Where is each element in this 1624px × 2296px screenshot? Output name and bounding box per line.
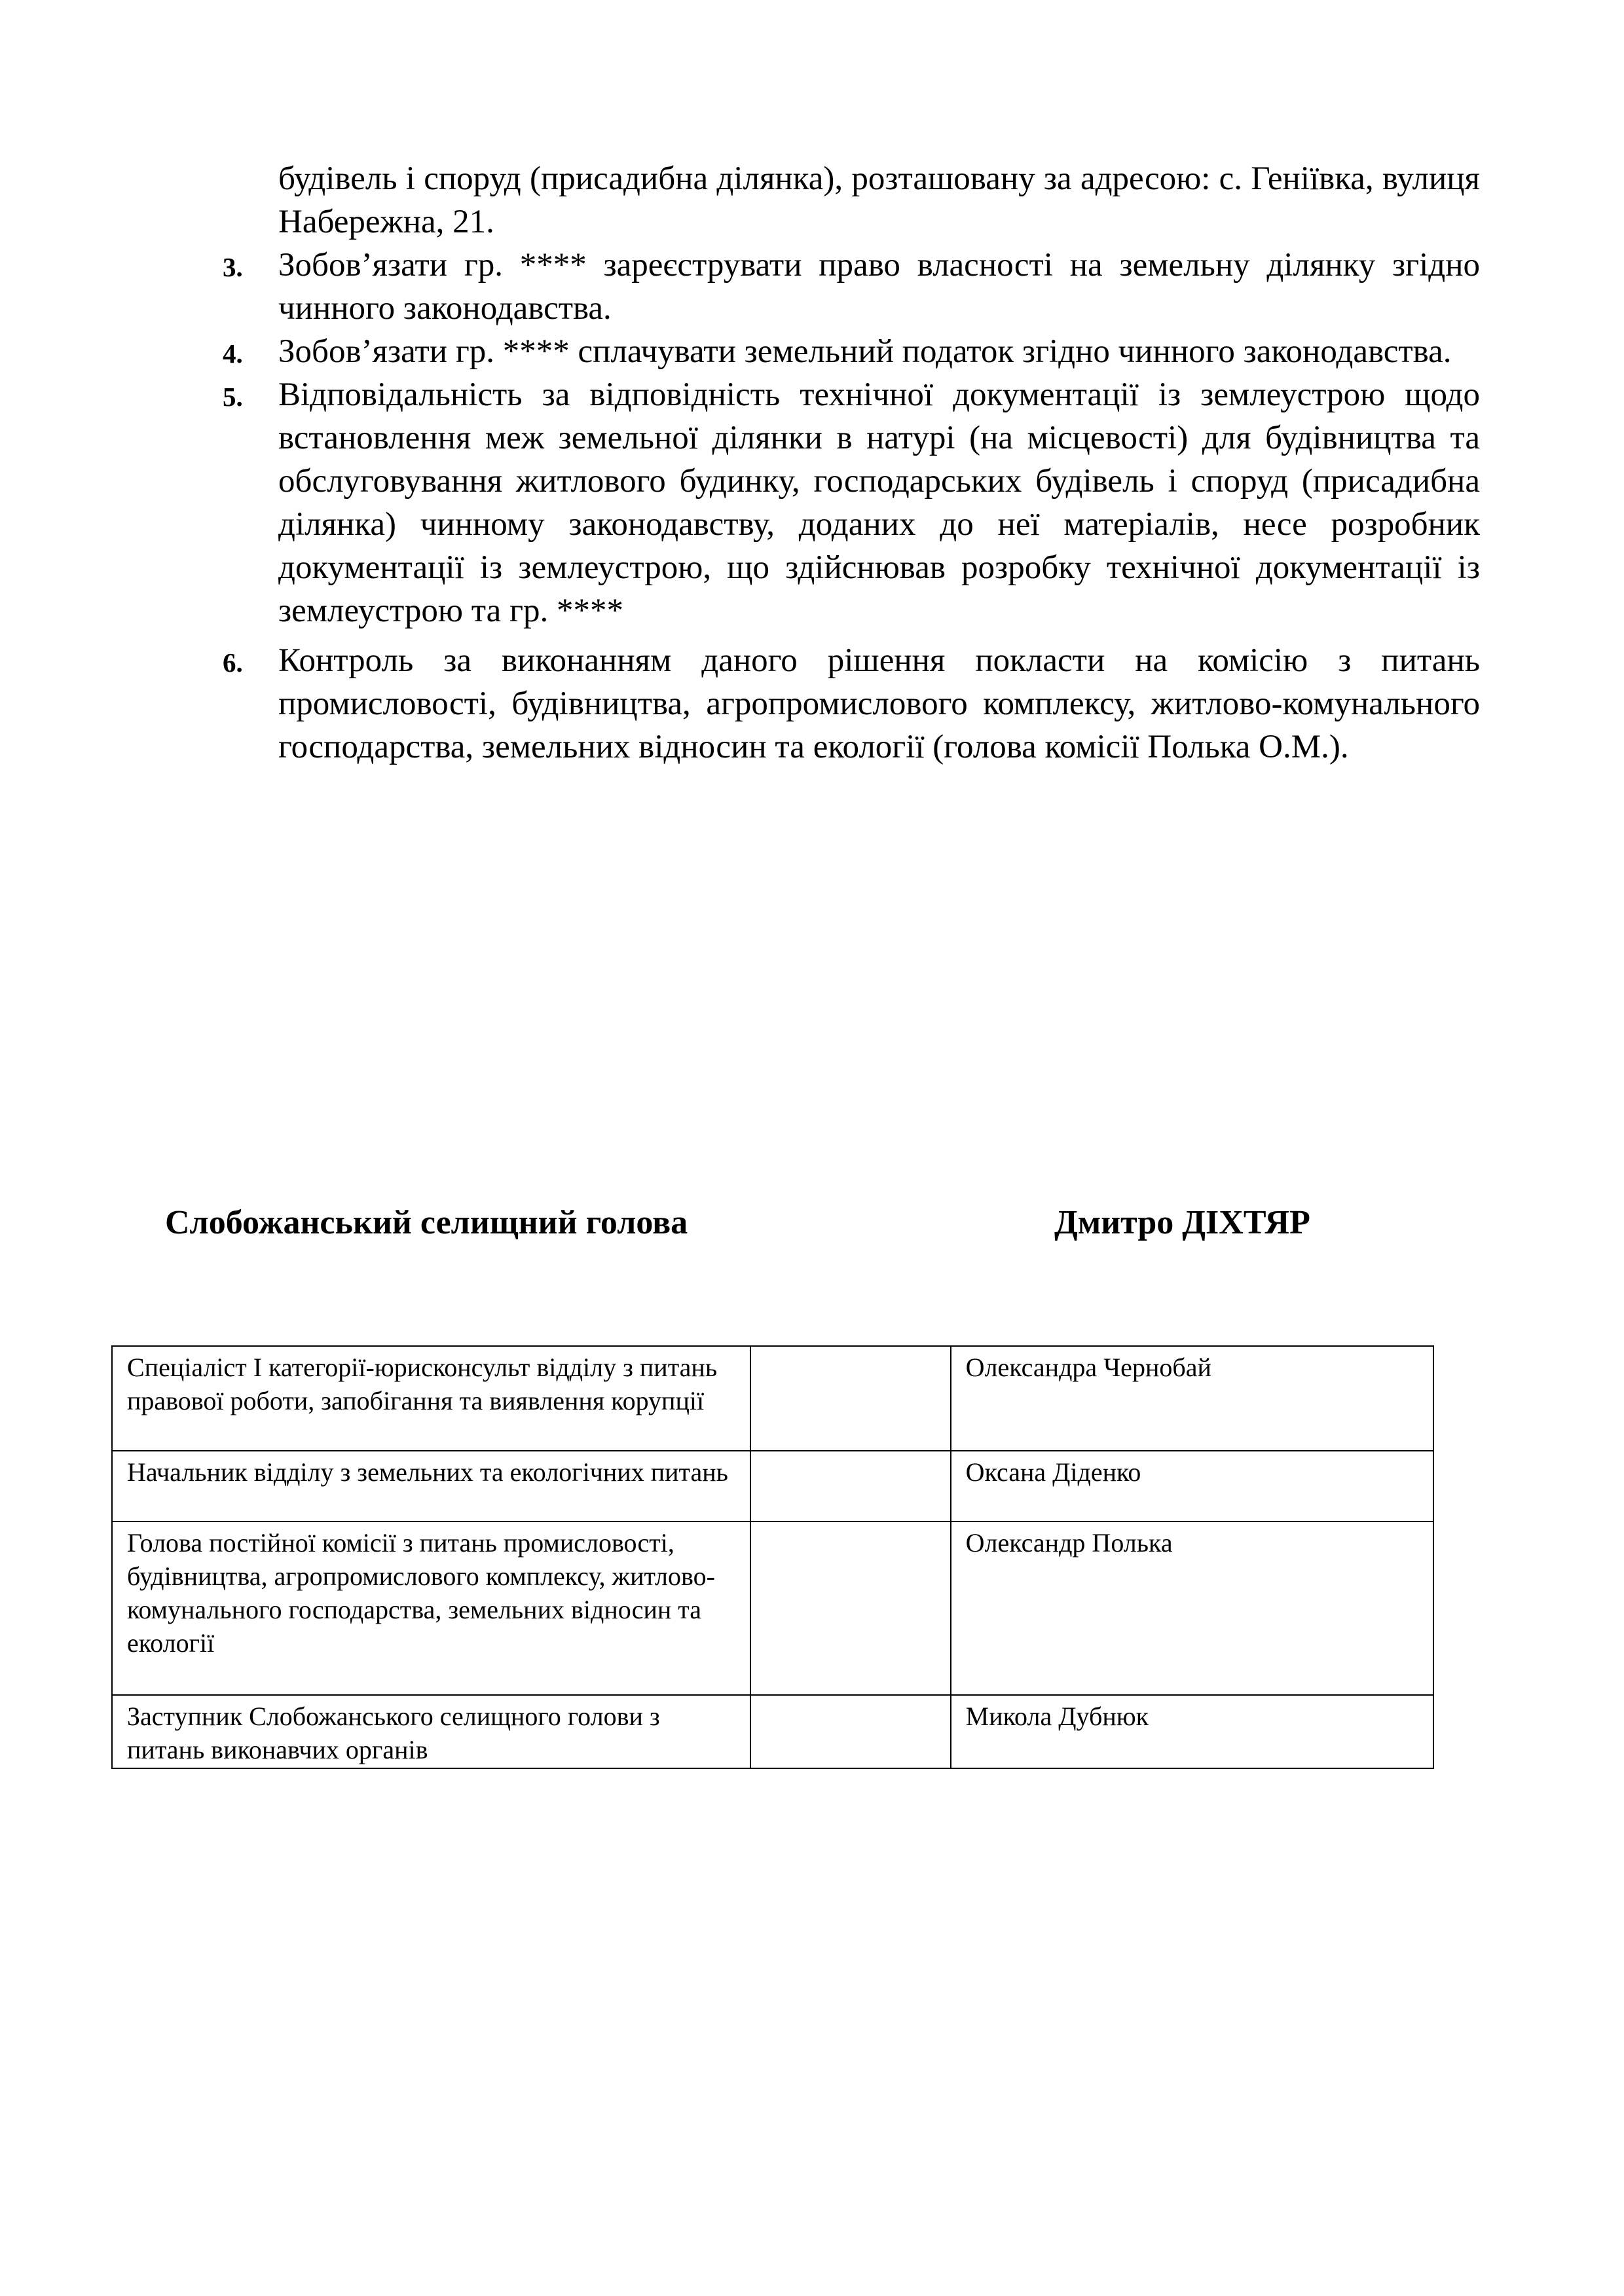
approval-row: [112, 1451, 1433, 1522]
approval-position: Начальник відділу з земельних та екологічних питань: [112, 1451, 750, 1522]
item-text: Зобов’язати гр. **** зареєструвати право власності на земельну ділянку згідно чинного законодавства.: [278, 247, 1480, 327]
item-number: 3.: [223, 252, 243, 282]
resolution-item: [223, 157, 1480, 244]
item-number: 4.: [223, 338, 243, 369]
approval-name: Микола Дубнюк: [951, 1695, 1433, 1768]
resolution-item: [223, 330, 1480, 373]
approval-name: Оксана Діденко: [951, 1451, 1433, 1522]
item-text: будівель і споруд (присадибна ділянка), розташовану за адресою: с. Геніївка, вулиця Набережна, 21.: [278, 160, 1480, 240]
item-text: Контроль за виконанням даного рішення покласти на комісію з питань промисловості, будівництва, агропромислового комплексу, житлово-комунального господарства, земельних відносин та екології (голова комісії Полька О.М.).: [278, 642, 1480, 765]
resolution-list: [223, 157, 1480, 769]
item-text: Відповідальність за відповідність технічної документації із землеустрою щодо встановлення меж земельної ділянки в натурі (на місцевості) для будівництва та обслуговування житлового будинку, господарських будівель і споруд (присадибна ділянка) чинному законодавству, доданих до неї матеріалів, несе розробник документації із землеустрою, що здійснював розробку технічної документації із землеустрою та гр. ****: [278, 376, 1480, 629]
item-number: 5.: [223, 382, 243, 412]
approval-position: Голова постійної комісії з питань промисловості, будівництва, агропромислового комплексу, житлово-комунального господарства, земельних відносин та екології: [112, 1522, 750, 1695]
approval-signature-cell: [750, 1695, 951, 1768]
item-number: 6.: [223, 647, 243, 678]
approval-signature-cell: [750, 1451, 951, 1522]
approval-row: [112, 1522, 1433, 1695]
approval-position: Спеціаліст I категорії-юрисконсульт відділу з питань правової роботи, запобігання та виявлення корупції: [112, 1346, 750, 1451]
approval-name: Олександр Полька: [951, 1522, 1433, 1695]
approval-row: [112, 1695, 1433, 1768]
approval-signature-cell: [750, 1346, 951, 1451]
signatory-title: Слобожанський селищний голова: [165, 1204, 688, 1241]
approval-position: Заступник Слобожанського селищного голови з питань виконавчих органів: [112, 1695, 750, 1768]
resolution-item: [223, 373, 1480, 632]
signatory-name: Дмитро ДІХТЯР: [1054, 1204, 1310, 1241]
approval-name: Олександра Чернобай: [951, 1346, 1433, 1451]
approval-row: [112, 1346, 1433, 1451]
resolution-item: [223, 244, 1480, 330]
approval-signature-cell: [750, 1522, 951, 1695]
resolution-item: [223, 639, 1480, 769]
approvals-table: [111, 1345, 1434, 1769]
item-text: Зобов’язати гр. **** сплачувати земельний податок згідно чинного законодавства.: [278, 333, 1452, 370]
